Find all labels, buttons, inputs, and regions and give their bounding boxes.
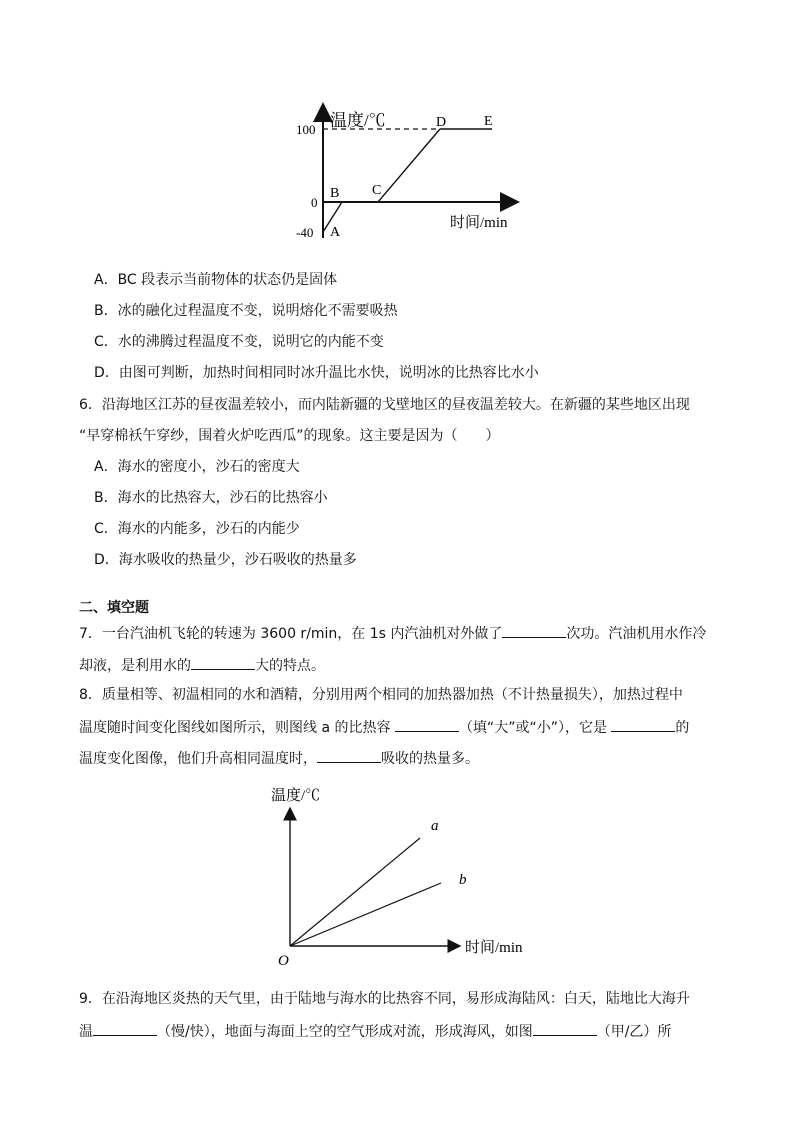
y-axis-label: 温度/℃	[271, 788, 321, 804]
q8-blank-1[interactable]	[395, 717, 459, 732]
point-e: E	[484, 114, 493, 129]
q7-text-3: 却液，是利用水的	[79, 658, 191, 674]
q6-stem-line1: 6．沿海地区江苏的昼夜温差较小，而内陆新疆的戈壁地区的昼夜温差较大。在新疆的某些地区出现	[79, 397, 690, 413]
q8-text-5: 吸收的热量多。	[381, 751, 479, 767]
q7-text-4: 大的特点。	[255, 658, 325, 674]
q9-blank-1[interactable]	[93, 1021, 157, 1036]
line-a	[290, 838, 420, 946]
point-c: C	[372, 183, 382, 198]
point-b: B	[330, 186, 340, 201]
q9-blank-2[interactable]	[533, 1021, 597, 1036]
label-a: a	[431, 818, 439, 834]
q8-text-2: （填“大”或“小”），它是	[458, 720, 612, 736]
q8-blank-2[interactable]	[611, 717, 675, 732]
q8-blank-3[interactable]	[317, 748, 381, 763]
x-axis-label: 时间/min	[450, 215, 508, 231]
q8-text-4: 温度变化图像，他们升高相同温度时，	[79, 751, 317, 767]
q6-option-b: B．海水的比热容大，沙石的比热容小	[94, 490, 328, 506]
label-b: b	[459, 872, 467, 888]
x-axis-label: 时间/min	[465, 940, 523, 956]
origin-label: O	[278, 953, 289, 969]
q8-line1: 8．质量相等、初温相同的水和酒精，分别用两个相同的加热器加热（不计热量损失），加热过程中	[79, 687, 683, 703]
temperature-time-graph-1	[290, 98, 530, 243]
q6-stem-line2: “早穿棉袄午穿纱，围着火炉吃西瓜”的现象。这主要是因为（ ）	[79, 428, 500, 444]
q9-text-3: （甲/乙）所	[596, 1024, 672, 1040]
q7-line2	[79, 655, 325, 675]
q8-line2	[79, 717, 689, 737]
q6-option-c: C．海水的内能多，沙石的内能少	[94, 521, 300, 537]
q6-option-d: D．海水吸收的热量少，沙石吸收的热量多	[94, 552, 357, 568]
q5-option-b: B．冰的融化过程温度不变，说明熔化不需要吸热	[94, 303, 398, 319]
line-b	[290, 883, 441, 946]
tick-neg40: -40	[296, 225, 314, 240]
q8-text-1: 温度随时间变化图线如图所示，则图线 a 的比热容	[79, 720, 395, 736]
q7-blank-1[interactable]	[502, 623, 566, 638]
q6-option-a: A．海水的密度小，沙石的密度大	[94, 459, 300, 475]
tick-100: 100	[296, 122, 316, 137]
q7-line1	[79, 623, 706, 643]
q9-text-1: 温	[79, 1024, 93, 1040]
q5-option-d: D．由图可判断，加热时间相同时冰升温比水快，说明冰的比热容比水小	[94, 365, 539, 381]
q9-line1: 9．在沿海地区炎热的天气里，由于陆地与海水的比热容不同，易形成海陆风：白天，陆地比大海升	[79, 991, 690, 1007]
q5-option-c: C．水的沸腾过程温度不变，说明它的内能不变	[94, 334, 384, 350]
q8-line3	[79, 748, 479, 768]
q7-text-1: 7．一台汽油机飞轮的转速为 3600 r/min，在 1s 内汽油机对外做了	[79, 626, 503, 642]
q8-text-3: 的	[675, 720, 690, 736]
point-d: D	[436, 115, 447, 130]
y-axis-label: 温度/℃	[330, 111, 386, 130]
point-a: A	[330, 225, 341, 240]
q5-option-a: A．BC 段表示当前物体的状态仍是固体	[94, 272, 338, 288]
q9-text-2: （慢/快），地面与海面上空的空气形成对流，形成海风，如图	[157, 1024, 533, 1040]
section-title: 二、填空题	[79, 600, 149, 616]
q7-text-2: 次功。汽油机用水作冷	[566, 626, 707, 642]
temperature-time-graph-2	[265, 780, 555, 970]
segment-cd	[378, 129, 440, 202]
tick-0: 0	[311, 195, 318, 210]
q9-line2	[79, 1021, 671, 1041]
q7-blank-2[interactable]	[191, 655, 255, 670]
